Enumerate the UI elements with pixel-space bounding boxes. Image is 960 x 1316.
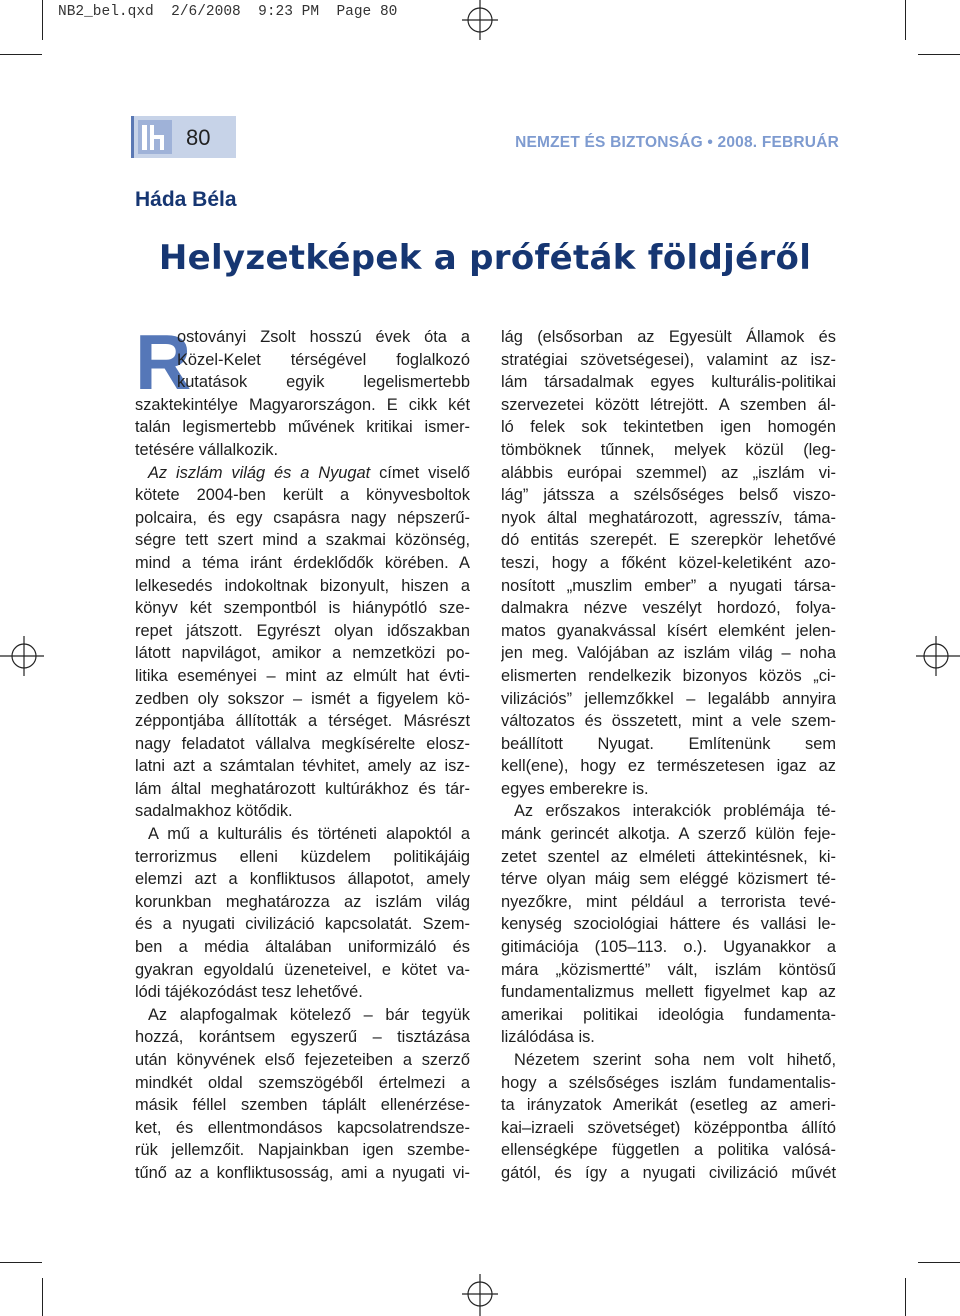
text-line: tetésére vállalkozik. xyxy=(135,440,279,459)
text-line: matos gyanakvással kísért elemként jelen- xyxy=(501,621,836,640)
book-title: Az iszlám világ és a Nyugat xyxy=(148,463,371,482)
crop-mark xyxy=(905,0,906,40)
text-line: szervezetei között létrejött. A szemben ál- xyxy=(501,395,836,414)
text-line: gitimációja (105–113. o.). Ugyanakkor a xyxy=(501,938,836,957)
text-line: jen meg. Valójában az iszlám világ – noha xyxy=(501,644,836,663)
crop-mark xyxy=(0,1262,42,1263)
printer-slug: NB2_bel.qxd 2/6/2008 9:23 PM Page 80 xyxy=(58,4,398,20)
text-line: egyes emberekre is. xyxy=(501,779,649,798)
text-line: zedben oly sokszor – ismét a figyelem kö- xyxy=(135,689,470,708)
crop-mark xyxy=(42,1278,43,1316)
text-line: vilizációs” jellemzőkkel – legalább annyira xyxy=(501,689,836,708)
text-line: kötete 2004-ben került a könyvesboltok xyxy=(135,486,470,505)
text-line: Az iszlám világ és a Nyugat címet viselő xyxy=(148,463,470,482)
registration-target-icon xyxy=(908,630,960,682)
crop-mark xyxy=(905,1278,906,1316)
text-line: ben a média általában uniformizáló és xyxy=(135,938,470,957)
text-line: ló felek sok tekintetben igen homogén xyxy=(501,418,836,437)
text-line: mára „közismertté” vált, iszlám köntösű xyxy=(501,960,836,979)
text-line: kai–izraeli szövetséget) középpontba állító xyxy=(501,1118,836,1137)
registration-target-icon xyxy=(454,1264,506,1316)
text-line: Az alapfogalmak kötelező – bár tegyük xyxy=(148,1005,470,1024)
text-line: sadalmakhoz kötődik. xyxy=(135,802,293,821)
text-line: könyv két szempontból is hiánypótló sze- xyxy=(135,599,470,618)
text-line: rük jellemzőit. Napjainkban igen szembe- xyxy=(135,1141,470,1160)
text-line: dó entitás szerepét. E szerepkör lehetővé xyxy=(501,531,836,550)
text-line: elismerten rendelkezik bizonyos közös „ci- xyxy=(501,666,836,685)
text-line: lám társadalmak egyes kulturális-politikai xyxy=(501,373,836,392)
text-line: térve olyan máig sem eléggé közismert té- xyxy=(501,870,836,889)
text-line: Nézetem szerint soha nem volt hihető, xyxy=(514,1051,836,1069)
crop-mark xyxy=(42,0,43,40)
text-line: nyezőkre, mint például a terrorista tevé- xyxy=(501,892,836,911)
text-line: nagy feladatot vállalva megkísérelte elosz- xyxy=(135,734,470,753)
text-line: Közel-Kelet térségével foglalkozó xyxy=(177,350,470,369)
text-line: zetet szentel az elméleti áttekintésnek, ki- xyxy=(501,847,836,866)
text-line: litika eseményei – mint az elmúlt hat évti- xyxy=(135,666,470,685)
crop-mark xyxy=(918,1262,960,1263)
text-line: ta irányzatok Amerikát (esetleg az ameri- xyxy=(501,1096,836,1115)
text-line: ostoványi Zsolt hosszú évek óta a xyxy=(177,328,470,346)
text-line: repet játszott. Egyrészt olyan időszakban xyxy=(135,621,470,640)
text-line: ket, és ellentmondásos kapcsolatrendsze- xyxy=(135,1118,470,1137)
text-line: polcaira, és egy csapásra nagy népszerű- xyxy=(135,508,470,527)
text-line: latni azt a számtalan tévhitet, amely az isz- xyxy=(135,757,470,776)
registration-target-icon xyxy=(0,630,52,682)
text-column-left xyxy=(135,318,470,1185)
text-line: kell(ene), hogy ez természetesen igaz az xyxy=(501,757,836,776)
text-line: alábbis európai szemmel) az „iszlám vi- xyxy=(501,463,836,482)
text-line: elemzi azt a konfliktusos állapotot, amely xyxy=(135,870,470,889)
text-line: kutatások egyik legelismertebb xyxy=(177,373,470,392)
text-line: zéppontjába állították a térséget. Másrészt xyxy=(135,712,470,731)
text-column-right xyxy=(501,326,836,1185)
text-line: A mű a kulturális és történeti alapoktól a xyxy=(148,825,470,844)
text-line: amerikai politikai ideológia fundamenta- xyxy=(501,1005,836,1024)
text-line: lizálódása is. xyxy=(501,1028,595,1047)
text-line: kenység szociológiai háttere és vallási le- xyxy=(501,915,836,934)
article-title: Helyzetképek a próféták földjéről xyxy=(158,238,812,278)
text-line: beállított Nyugat. Említenünk sem xyxy=(501,734,836,753)
text-line: másik féllel szemben táplált ellenérzése- xyxy=(135,1096,470,1115)
text-line: ségre tett szert mind a szakmai közönség, xyxy=(135,531,470,550)
text-line: után könyvének első fejezeteiben a szerző xyxy=(135,1051,470,1069)
journal-title: NEMZET ÉS BIZTONSÁG • 2008. FEBRUÁR xyxy=(515,134,839,151)
text-line: gyakran egyoldalú üzeneteivel, e kötet va- xyxy=(135,960,470,979)
text-line: és a nyugati civilizáció kapcsolatát. Szem- xyxy=(135,915,470,934)
text-line: gától, és így a nyugati civilizáció művét xyxy=(501,1163,836,1182)
text-line: szaktekintélye Magyarországon. E cikk két xyxy=(135,395,470,414)
page-number-badge xyxy=(131,116,236,158)
crop-mark xyxy=(918,54,960,55)
text-line: Az erőszakos interakciók problémája té- xyxy=(514,802,836,821)
text-line: változatos és összetett, mint a vele szem- xyxy=(501,712,836,731)
text-line: terrorizmus elleni küzdelem politikájáig xyxy=(135,847,470,866)
journal-logo-icon xyxy=(138,120,172,154)
page-number: 80 xyxy=(186,125,211,150)
author-name: Háda Béla xyxy=(135,188,237,211)
text-line: mindkét oldal szemszögéből értelmezi a xyxy=(135,1073,470,1092)
drop-cap: R xyxy=(135,318,192,406)
text-line: mind a téma iránt érdeklődők körében. A xyxy=(135,553,470,572)
text-line: talán legismertebb művének kritikai ismer- xyxy=(135,418,470,437)
registration-target-icon xyxy=(454,0,506,52)
text-line: stratégiai szövetségesei), valamint az isz- xyxy=(501,350,836,369)
text-line: látott napvilágot, amikor a nemzetközi po- xyxy=(135,644,470,663)
text-line: fundamentalizmus mellett figyelmet kap az xyxy=(501,983,836,1002)
text-line: dalmakra nézve veszélyt hordozó, folya- xyxy=(501,599,836,618)
text-line: nyok által meghatározott, agresszív, táma- xyxy=(501,508,836,527)
text-line: ellenségképe független a politika valósá- xyxy=(501,1141,836,1160)
text-line: lág” játssza a szélsőséges belső viszo- xyxy=(501,486,836,505)
text-line: teszi, hogy a főként közel-keletiként azo- xyxy=(501,553,836,572)
text-line: lelkesedés indokoltnak bizonyult, hiszen a xyxy=(135,576,470,595)
text-line: hogy a szélsőséges iszlám fundamentalis- xyxy=(501,1073,836,1092)
text-line: hozzá, korántsem egyszerű – tisztázása xyxy=(135,1028,470,1047)
text-line: tűnő az a konfliktusosság, ami a nyugati vi- xyxy=(135,1163,470,1182)
text-line: korunkban meghatározza az iszlám világ xyxy=(135,892,470,911)
crop-mark xyxy=(0,54,42,55)
text-line: tömböknek tűnnek, melyek közül (leg- xyxy=(501,440,836,459)
text-line: lám által meghatározott kultúrákhoz és tár- xyxy=(135,779,470,798)
text-line: mánk gerincét alkotja. A szerző külön feje- xyxy=(501,825,836,844)
text-line: nosított „muszlim ember” a nyugati társa- xyxy=(501,576,836,595)
text-line: lódi tájékozódást tesz lehetővé. xyxy=(135,983,363,1002)
text-line: lág (elsősorban az Egyesült Államok és xyxy=(501,328,836,346)
